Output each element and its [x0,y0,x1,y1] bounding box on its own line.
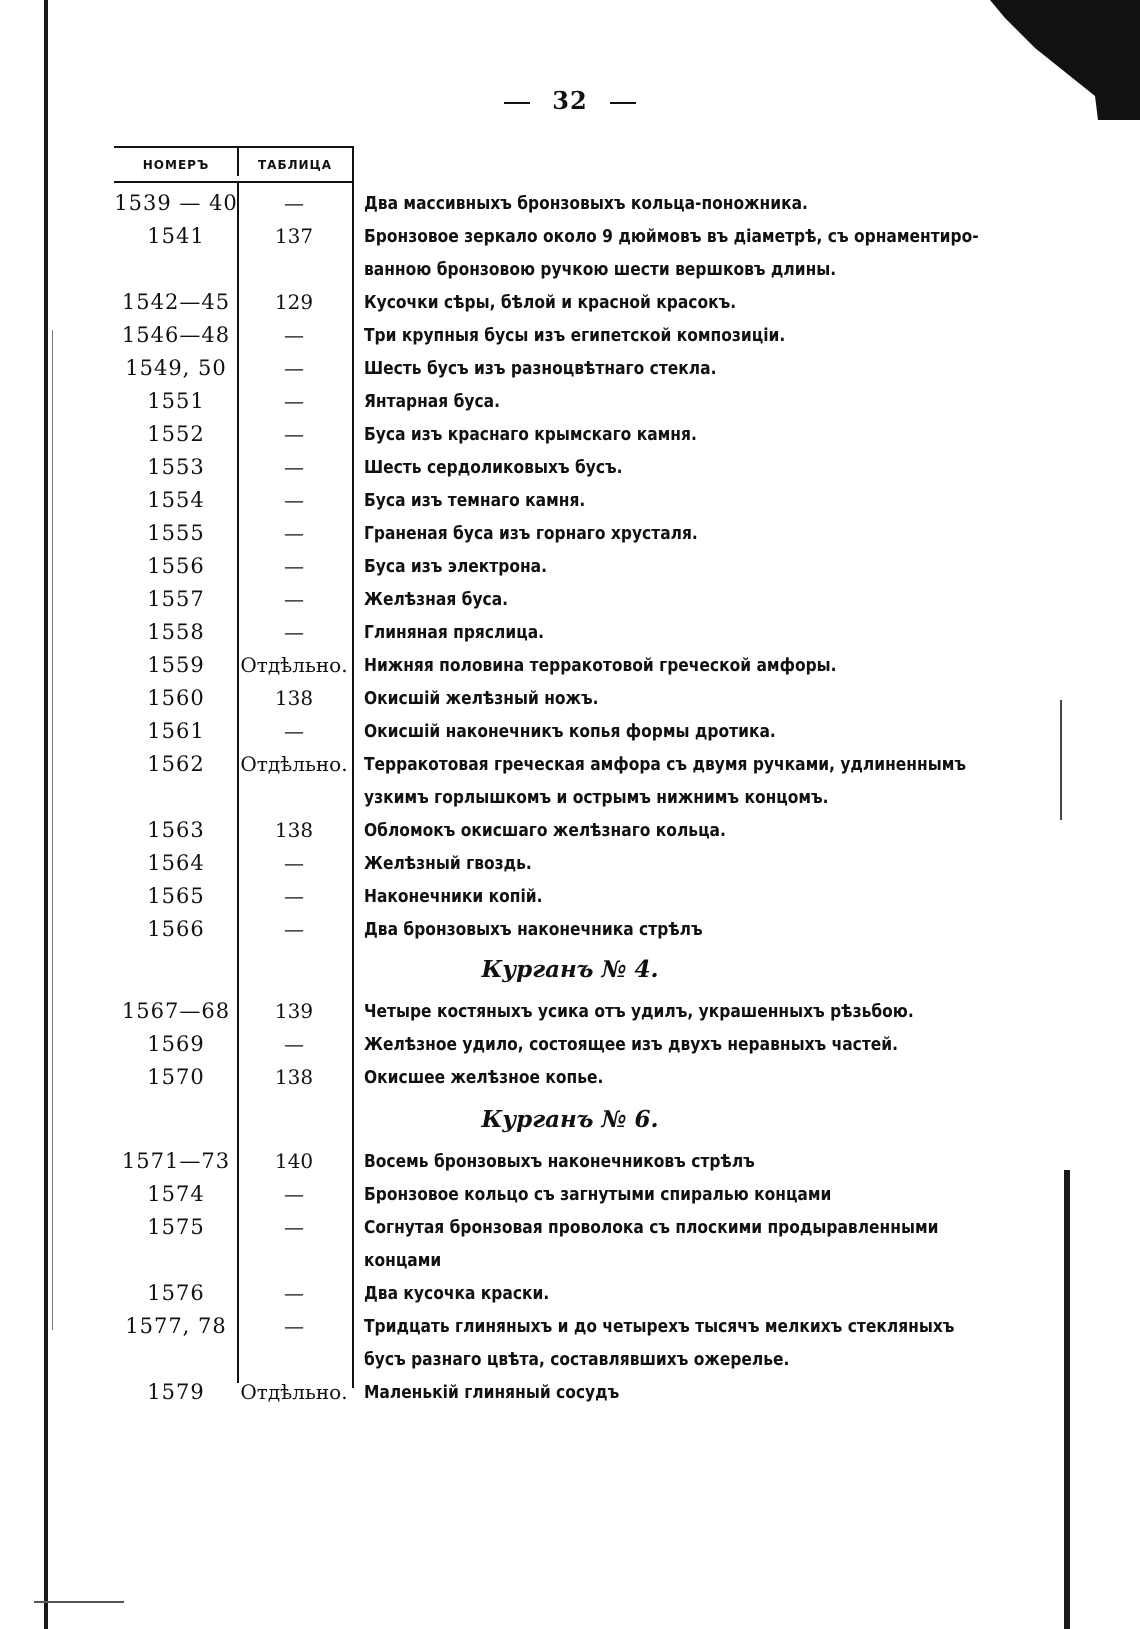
row-table: — [284,455,304,479]
table-row [0,1178,1140,1211]
row-description: Четыре костяныхъ усика отъ удилъ, украшенныхъ рѣзьбою. [364,1001,914,1022]
row-number: 1570 [147,1065,205,1089]
row-number: 1567—68 [121,999,231,1023]
table-row [0,1145,1140,1178]
section-heading-kurgan-4: Курганъ № 4. [481,956,659,983]
row-description: Бронзовое кольцо съ загнутыми спиралью концами [364,1184,832,1205]
row-description: Кусочки сѣры, бѣлой и красной красокъ. [364,292,737,313]
row-description: Нижняя половина терракотовой греческой амфоры. [364,655,837,676]
row-description: Окисшее желѣзное копье. [364,1067,604,1088]
row-number: 1553 [147,455,205,479]
row-table: — [284,851,304,875]
table-row [0,1028,1140,1061]
row-number: 1559 [147,653,205,677]
row-table: — [284,587,304,611]
row-description: Янтарная буса. [364,391,500,412]
table-row [0,253,1140,286]
page-number-dash-left [504,102,530,104]
table-row [0,682,1140,715]
row-table: Отдѣльно. [240,1380,348,1404]
table-row [0,1244,1140,1277]
row-table: 140 [274,1149,314,1173]
row-number: 1566 [147,917,205,941]
row-description: Терракотовая греческая амфора съ двумя ручками, удлиненнымъ [364,754,966,775]
row-description: ванною бронзовою ручкою шести вершковъ длины. [364,259,837,280]
row-description: Буса изъ электрона. [364,556,548,577]
row-description: Два кусочка краски. [364,1283,550,1304]
row-description: Буса изъ краснаго крымскаго камня. [364,424,697,445]
row-number: 1564 [147,851,205,875]
row-description: Два бронзовыхъ наконечника стрѣлъ [364,919,703,940]
table-row [0,1376,1140,1409]
row-description: Шесть сердоликовыхъ бусъ. [364,457,623,478]
row-number: 1576 [147,1281,205,1305]
table-row [0,715,1140,748]
table-row [0,748,1140,781]
row-table: — [284,1314,304,1338]
row-number: 1577, 78 [125,1314,227,1338]
table-row [0,550,1140,583]
row-number: 1558 [147,620,205,644]
table-row [0,484,1140,517]
row-table: 139 [274,999,314,1023]
row-table: — [284,1032,304,1056]
row-table: 138 [274,818,314,842]
table-row [0,913,1140,946]
row-table: — [284,620,304,644]
row-number: 1554 [147,488,205,512]
table-row [0,1310,1140,1343]
row-description: узкимъ горлышкомъ и острымъ нижнимъ концомъ. [364,787,829,808]
row-number: 1552 [147,422,205,446]
table-row [0,583,1140,616]
row-table: — [284,917,304,941]
row-number: 1565 [147,884,205,908]
page-number-dash-right [610,102,636,104]
row-table: — [284,389,304,413]
row-description: Окисшій наконечникъ копья формы дротика. [364,721,776,742]
row-description: Желѣзная буса. [364,589,509,610]
row-table: Отдѣльно. [240,752,348,776]
row-table: — [284,323,304,347]
col-number-header: НОМЕРЪ [142,158,210,172]
row-description: Бронзовое зеркало около 9 дюймовъ въ діаметрѣ, съ орнаментиро- [364,226,979,247]
row-table: 138 [274,686,314,710]
section-heading-kurgan-6: Курганъ № 6. [481,1106,659,1133]
row-number: 1539 — 40 [114,191,238,215]
table-row [0,187,1140,220]
table-row [0,616,1140,649]
page-number-text: 32 [552,86,588,115]
table-top-rule [114,146,354,148]
row-description: Маленькій глиняный сосудъ [364,1382,620,1403]
row-number: 1569 [147,1032,205,1056]
table-row [0,319,1140,352]
row-table: 138 [274,1065,314,1089]
row-number: 1562 [147,752,205,776]
row-description: Наконечники копій. [364,886,543,907]
page-number [0,86,1140,115]
table-row [0,814,1140,847]
table-row [0,649,1140,682]
col-table-header: ТАБЛИЦА [257,158,333,172]
row-table: — [284,1281,304,1305]
table-row [0,847,1140,880]
table-row [0,286,1140,319]
row-number: 1556 [147,554,205,578]
table-row [0,1277,1140,1310]
row-number: 1560 [147,686,205,710]
row-description: концами [364,1250,442,1271]
row-description: Буса изъ темнаго камня. [364,490,586,511]
row-description: Окисшій желѣзный ножъ. [364,688,599,709]
row-description: Шесть бусъ изъ разноцвѣтнаго стекла. [364,358,717,379]
table-row [0,385,1140,418]
row-table: — [284,521,304,545]
row-table: — [284,422,304,446]
table-row [0,418,1140,451]
row-table: — [284,356,304,380]
row-description: Глиняная пряслица. [364,622,545,643]
row-number: 1551 [147,389,205,413]
row-table: 129 [274,290,314,314]
row-number: 1575 [147,1215,205,1239]
row-table: — [284,719,304,743]
row-table: Отдѣльно. [240,653,348,677]
row-table: 137 [274,224,314,248]
row-description: Согнутая бронзовая проволока съ плоскими продыравленными [364,1217,939,1238]
table-row [0,781,1140,814]
row-number: 1549, 50 [125,356,227,380]
table-row [0,1211,1140,1244]
table-row [0,1061,1140,1094]
row-description: Восемь бронзовыхъ наконечниковъ стрѣлъ [364,1151,755,1172]
table-row [0,1343,1140,1376]
table-row [0,880,1140,913]
table-row [0,451,1140,484]
row-table: — [284,554,304,578]
table-row [0,220,1140,253]
row-number: 1555 [147,521,205,545]
row-number: 1546—48 [121,323,231,347]
row-description: Три крупныя бусы изъ египетской композиціи. [364,325,786,346]
row-description: Два массивныхъ бронзовыхъ кольца-поножника. [364,193,808,214]
row-description: Обломокъ окисшаго желѣзнаго кольца. [364,820,726,841]
row-number: 1574 [147,1182,205,1206]
table-row [0,517,1140,550]
row-table: — [284,884,304,908]
row-description: Тридцать глиняныхъ и до четырехъ тысячъ мелкихъ стекляныхъ [364,1316,955,1337]
row-description: Граненая буса изъ горнаго хрусталя. [364,523,698,544]
row-description: бусъ разнаго цвѣта, составлявшихъ ожерелье. [364,1349,790,1370]
row-number: 1541 [147,224,205,248]
row-table: — [284,1182,304,1206]
row-number: 1557 [147,587,205,611]
table-header-rule [114,181,354,183]
row-description: Желѣзное удило, состоящее изъ двухъ неравныхъ частей. [364,1034,899,1055]
row-number: 1563 [147,818,205,842]
row-table: — [284,191,304,215]
row-description: Желѣзный гвоздь. [364,853,532,874]
table-row [0,352,1140,385]
row-number: 1561 [147,719,205,743]
row-number: 1571—73 [121,1149,231,1173]
row-table: — [284,488,304,512]
table-row [0,995,1140,1028]
row-number: 1579 [147,1380,205,1404]
scan-bottom-mark [34,1601,124,1603]
row-number: 1542—45 [121,290,231,314]
row-table: — [284,1215,304,1239]
